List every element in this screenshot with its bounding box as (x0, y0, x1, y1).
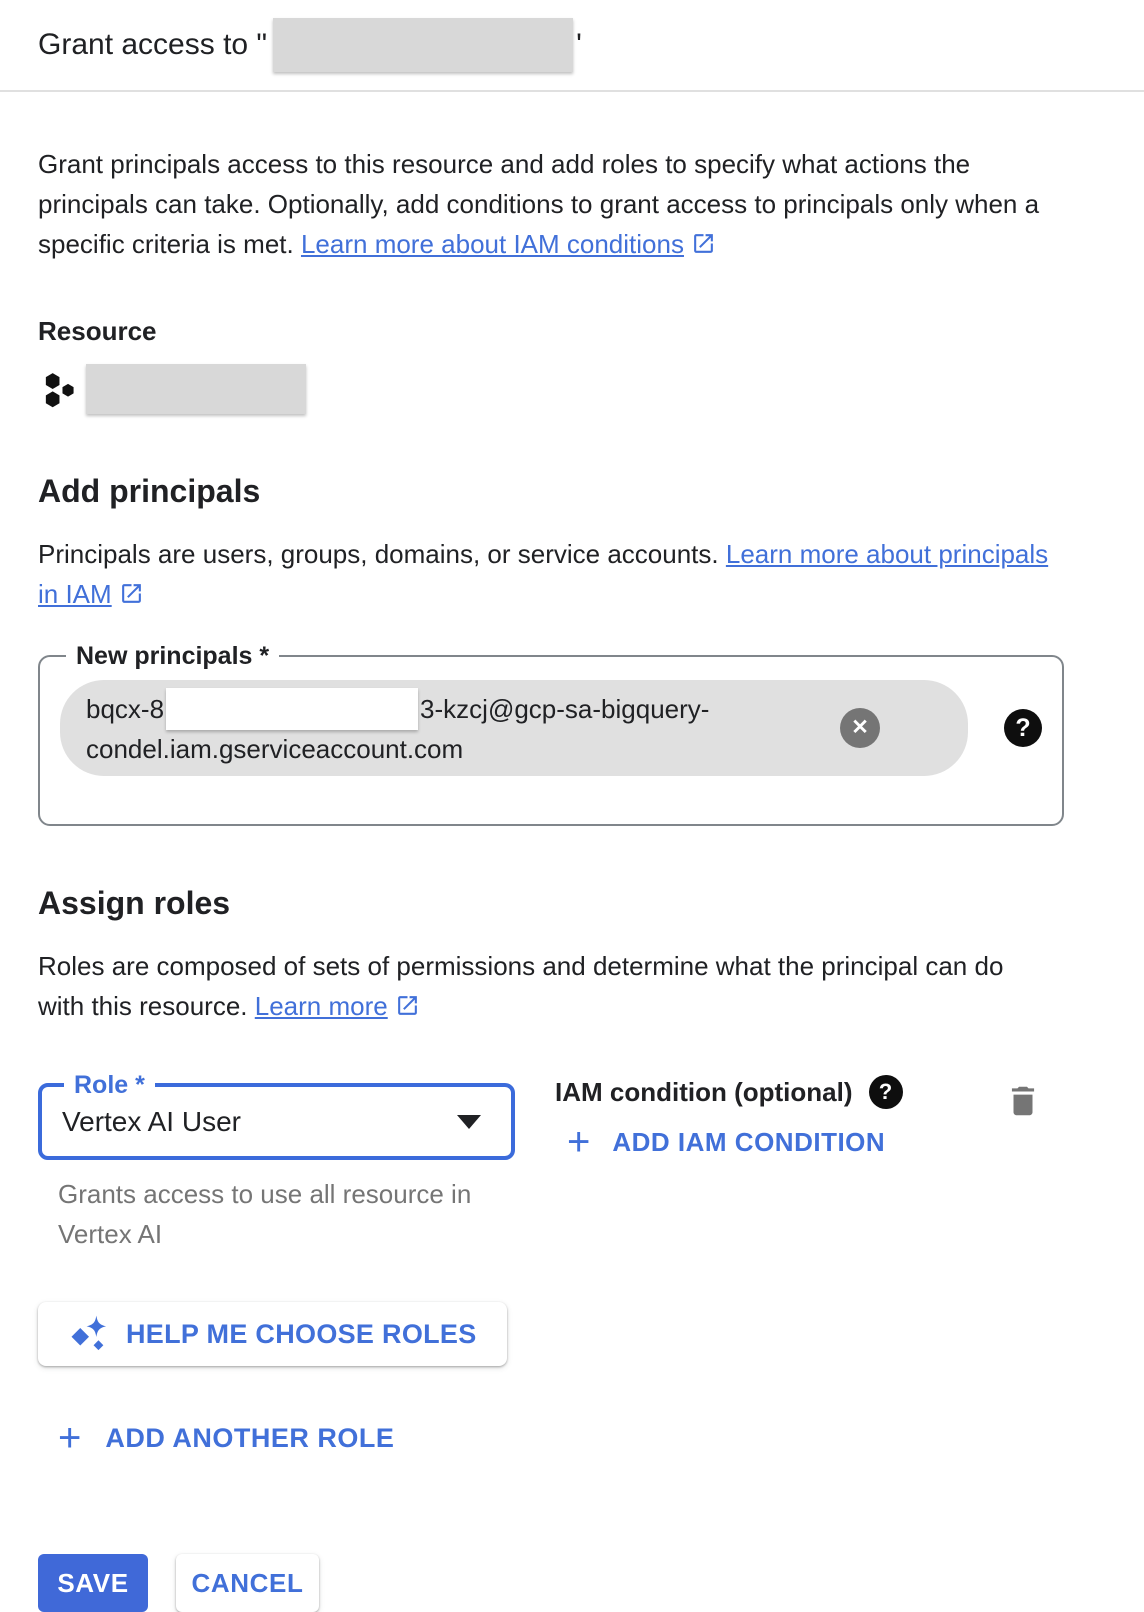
add-another-role-button[interactable]: + ADD ANOTHER ROLE (58, 1416, 395, 1460)
remove-principal-icon[interactable]: ✕ (840, 708, 880, 748)
role-selected-value: Vertex AI User (62, 1106, 241, 1137)
external-link-icon (119, 581, 144, 606)
plus-icon: + (567, 1120, 591, 1164)
redacted-principal-id (166, 688, 418, 730)
iam-condition-label: IAM condition (optional) (555, 1077, 853, 1107)
resource-row (40, 364, 1106, 414)
assign-roles-heading: Assign roles (38, 885, 231, 921)
external-link-icon (395, 993, 420, 1018)
external-link-icon (691, 231, 716, 256)
new-principals-label: New principals * (76, 642, 270, 670)
learn-more-roles-link[interactable]: Learn more (255, 991, 420, 1021)
principal-chip-row (60, 680, 1042, 776)
page-title (38, 18, 582, 72)
intro-text: Grant principals access to this resource and add roles to specify what actions the principals can take. Optionally, add conditions to grant access to principals only when a specific criteria is met. Learn more about IAM conditions (38, 149, 1040, 259)
delete-role-icon[interactable] (1004, 1082, 1042, 1120)
learn-more-principals-link[interactable]: Learn more about principals in IAM (38, 539, 1049, 609)
learn-more-iam-conditions-link[interactable]: Learn more about IAM conditions (301, 229, 716, 259)
plus-icon: + (58, 1416, 82, 1460)
new-principals-field[interactable] (38, 642, 1064, 826)
resource-heading: Resource (38, 316, 157, 346)
save-button[interactable]: SAVE (38, 1554, 148, 1612)
resource-icon (40, 367, 78, 411)
add-principals-heading: Add principals (38, 473, 261, 509)
role-label: Role * (74, 1071, 145, 1099)
redacted-resource-value (86, 364, 306, 414)
dialog-header (0, 0, 1144, 92)
page-title-prefix: Grant access to " (38, 28, 268, 61)
role-helper-text: Grants access to use all resource in Vertex AI (58, 1179, 472, 1249)
role-row (38, 1072, 1106, 1162)
assign-roles-text: Roles are composed of sets of permissions and determine what the principal can do with this resource. Learn more (38, 951, 1004, 1021)
iam-condition-help-icon[interactable]: ? (869, 1075, 903, 1109)
dropdown-caret-icon[interactable] (457, 1115, 481, 1129)
page-title-suffix: ' (576, 28, 582, 61)
sparkle-icon (68, 1313, 110, 1355)
redacted-resource-name (273, 18, 573, 72)
help-me-choose-roles-button[interactable]: HELP ME CHOOSE ROLES (38, 1302, 507, 1366)
add-iam-condition-button[interactable]: + ADD IAM CONDITION (567, 1120, 886, 1164)
principal-email: bqcx-8 3-kzcj@gcp-sa-bigquery-condel.iam.gserviceaccount.com (86, 688, 822, 768)
role-select[interactable] (38, 1072, 515, 1160)
principals-help-icon[interactable]: ? (1004, 709, 1042, 747)
cancel-button[interactable]: CANCEL (176, 1554, 319, 1612)
iam-condition-section (555, 1072, 903, 1162)
dialog-footer (38, 1554, 1144, 1612)
add-principals-text: Principals are users, groups, domains, or service accounts. Learn more about principals in IAM (38, 539, 1049, 609)
principal-chip[interactable] (60, 680, 968, 776)
